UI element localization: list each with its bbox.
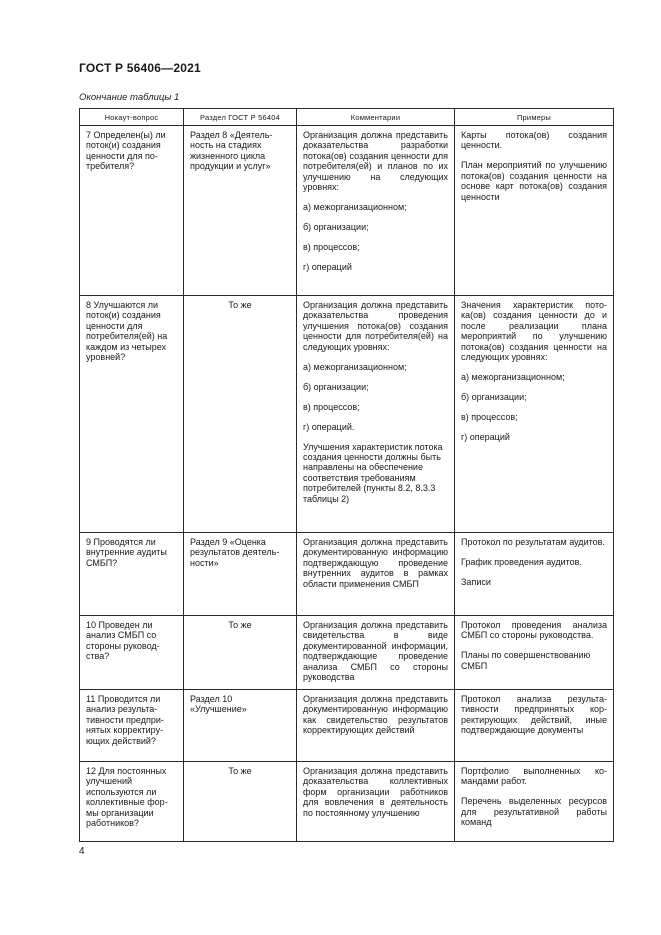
- example-paragraph: График проведения аудитов.: [461, 557, 582, 567]
- example-paragraph: Значения характеристик потока(ов) создания ценности до и после реализации плана мероприятий по улучшению потока(ов) создания ценности на следующих уровнях:: [461, 300, 607, 363]
- comment-paragraph: г) операций: [303, 262, 352, 273]
- comments-cell: [297, 690, 455, 762]
- comment-paragraph: Организация должна представить свидетельства в виде документированной информации, подтверждающие проведение анализа СМБП со стороны руководства: [303, 620, 448, 683]
- requirements-table: [79, 108, 614, 842]
- page-number: 4: [79, 846, 85, 857]
- example-paragraph: Протокол анализа результативности предпринятых корректирующих действий, иные подтверждающие документы: [461, 694, 607, 736]
- comments-cell: [297, 762, 455, 842]
- comment-paragraph: г) операций.: [303, 421, 355, 432]
- example-paragraph: Планы по совершенствованию СМБП: [461, 650, 591, 671]
- example-paragraph: Карты потока(ов) создания ценности.: [461, 130, 607, 151]
- example-paragraph: Протокол по результатам аудитов.: [461, 537, 605, 547]
- comment-paragraph: б) организации;: [303, 381, 369, 392]
- comment-paragraph: Организация должна представить доказательства разработки потока(ов) создания ценности для потребителя(ей) и планов по их улучшению на следующих уровнях:: [303, 130, 448, 193]
- examples-cell: [455, 616, 614, 690]
- examples-cell: [455, 533, 614, 616]
- section-cell: То же: [184, 616, 297, 690]
- comment-paragraph: а) межорганизационном;: [303, 361, 407, 372]
- section-cell: Раздел 9 «Оценка результатов деятельности»: [184, 533, 297, 616]
- table-row: [80, 533, 614, 616]
- section-cell: То же: [184, 762, 297, 842]
- column-header-examples: Примеры: [455, 109, 614, 126]
- example-paragraph: Перечень выделенных ресурсов для результативной работы команд: [461, 796, 607, 828]
- example-paragraph: в) процессов;: [461, 412, 518, 423]
- comments-cell: [297, 126, 455, 296]
- comment-paragraph: б) организации;: [303, 222, 369, 233]
- example-paragraph: г) операций: [461, 432, 510, 443]
- comment-paragraph: Улучшения характеристик потока создания ценности должны быть направлены на обеспечение соответствия требованиям потребителей (пункты 8.2, 8.3.3 таблицы 2): [303, 441, 443, 504]
- comment-paragraph: Организация должна представить доказательства коллективных форм организации работников для вовлечения в деятельность по постоянному улучшению: [303, 766, 448, 818]
- comments-cell: [297, 533, 455, 616]
- question-cell: 8 Улучшаются ли поток(и) создания ценности для потребителя(ей) на каждом из четырех уровней?: [80, 296, 184, 533]
- question-cell: 9 Проводятся ли внутренние аудиты СМБП?: [80, 533, 184, 616]
- comment-paragraph: в) процессов;: [303, 242, 360, 253]
- examples-cell: [455, 762, 614, 842]
- table-header-row: [80, 109, 614, 126]
- example-paragraph: б) организации;: [461, 392, 527, 403]
- table-row: [80, 616, 614, 690]
- example-paragraph: План мероприятий по улучшению потока(ов) создания ценности на основе карт потока(ов) создания ценности: [461, 160, 607, 202]
- example-paragraph: Протокол проведения анализа СМБП со стороны руководства.: [461, 620, 607, 641]
- table-row: [80, 126, 614, 296]
- table-row: [80, 690, 614, 762]
- comment-paragraph: Организация должна представить документированную информацию подтверждающую проведение внутренних аудитов в рамках области применения СМБП: [303, 537, 448, 589]
- comment-paragraph: а) межорганизационном;: [303, 202, 407, 213]
- comments-cell: [297, 616, 455, 690]
- table-row: [80, 296, 614, 533]
- question-cell: 10 Проведен ли анализ СМБП со стороны руководства?: [80, 616, 184, 690]
- examples-cell: [455, 296, 614, 533]
- example-paragraph: Портфолио выполненных командами работ.: [461, 766, 607, 787]
- question-cell: 7 Определен(ы) ли поток(и) создания ценности для потребителя?: [80, 126, 184, 296]
- example-paragraph: Записи: [461, 577, 491, 587]
- document-code: ГОСТ Р 56406—2021: [79, 61, 201, 75]
- example-paragraph: а) межорганизационном;: [461, 372, 565, 383]
- table-body: [80, 126, 614, 842]
- comments-cell: [297, 296, 455, 533]
- comment-paragraph: Организация должна представить доказательства проведения улучшения потока(ов) создания ценности для потребителя(ей) на следующих уровнях:: [303, 300, 448, 352]
- column-header-section: Раздел ГОСТ Р 56404: [184, 109, 297, 126]
- comment-paragraph: в) процессов;: [303, 401, 360, 412]
- section-cell: Раздел 8 «Деятельность на стадиях жизненного цикла продукции и услуг»: [184, 126, 297, 296]
- section-cell: То же: [184, 296, 297, 533]
- column-header-comments: Комментарии: [297, 109, 455, 126]
- examples-cell: [455, 690, 614, 762]
- table-caption: Окончание таблицы 1: [79, 92, 180, 103]
- column-header-question: Нокаут-вопрос: [80, 109, 184, 126]
- examples-cell: [455, 126, 614, 296]
- question-cell: 12 Для постоянных улучшений используются ли коллективные формы организации работников?: [80, 762, 184, 842]
- question-cell: 11 Проводится ли анализ результативности предпринятых корректирующих действий?: [80, 690, 184, 762]
- comment-paragraph: Организация должна представить документированную информацию как свидетельство результатов корректирующих действий: [303, 694, 448, 736]
- section-cell: Раздел 10 «Улучшение»: [184, 690, 297, 762]
- table-row: [80, 762, 614, 842]
